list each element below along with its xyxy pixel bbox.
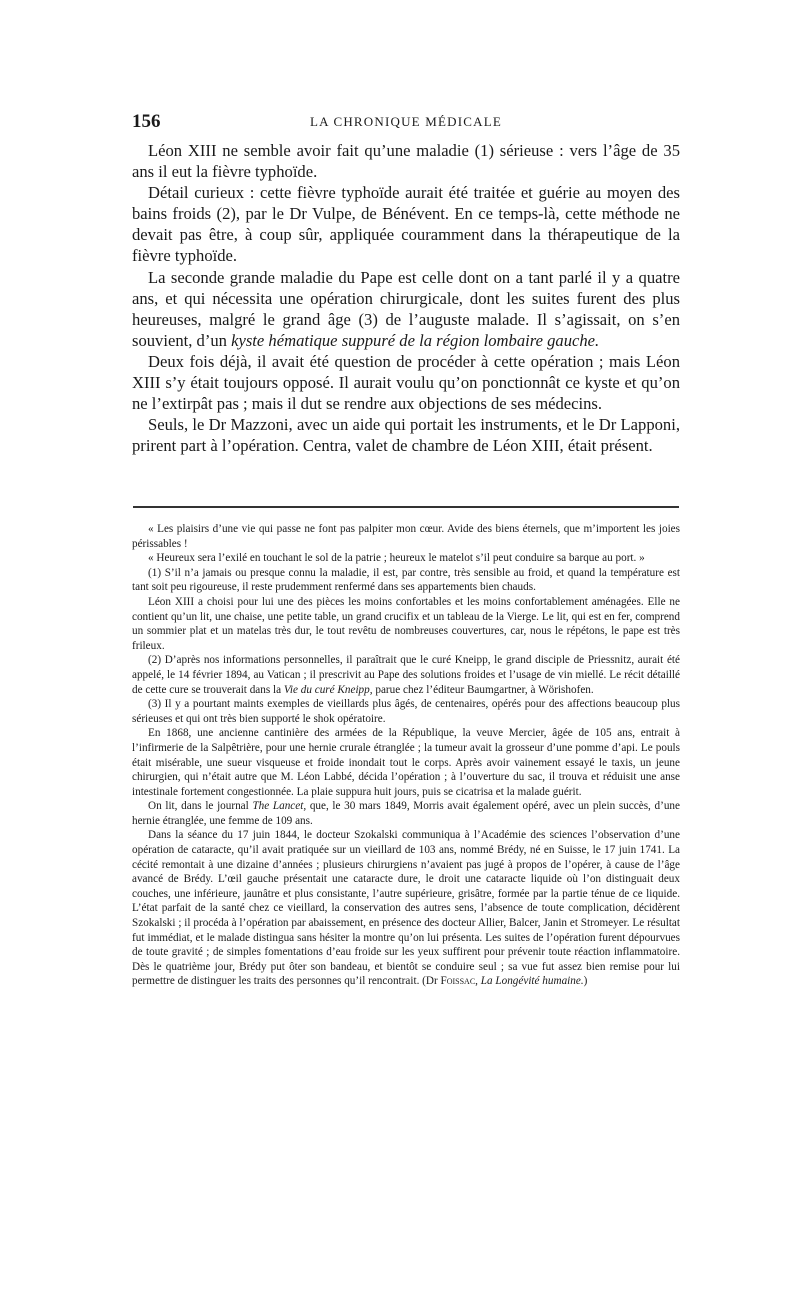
paragraph-1: Léon XIII ne semble avoir fait qu’une maladie (1) sérieuse : vers l’âge de 35 ans il eut la fièvre typhoïde. — [132, 141, 680, 182]
footnote-2-book-title: Vie du curé Kneipp, — [283, 683, 373, 696]
footnote-1-continued: Léon XIII a choisi pour lui une des pièces les moins confortables et les moins confortablement aménagées. Elle ne contient qu’un lit, une chaise, une petite table, un grand crucifix et un tableau de la Vierge. Le lit, qui est en fer, comprend un sommier plat et un matelas très dur, le tout revêtu de nombreuses couvertures, car, nous le répétons, le pape est très frileux. — [132, 595, 680, 652]
footnote-2-text: (2) D’après nos informations personnelles, il paraîtrait que le curé Kneipp, le grand disciple de Priessnitz, aurait été appelé, le 14 février 1894, au Vatican ; il prescrivit au Pape des solutions froides et l’usage de vin miellé. Le récit détaillé de cette cure se trouverait dans la — [132, 654, 680, 696]
page-number: 156 — [132, 111, 161, 132]
citation-close: ) — [583, 975, 588, 988]
footnote-3-example-3-text: Dans la séance du 17 juin 1844, le docteur Szokalski communiqua à l’Académie des sciences l’observation d’une opération de cataracte, qu’il avait pratiquée sur un vieillard de 103 ans, nommé Brédy, né en Suisse, le 17 juin 1741. La cécité remontait à une dizaine d’années ; plusieurs chirurgiens n’avaient pas jugé à propos de l’opérer, à cause de l’âge avancé de Brédy. L’œil gauche présentait une cataracte dure, le droit une cataracte liquide où l’on distinguait deux couches, une inférieure, jaunâtre et plus consistante, l’autre supérieure, grisâtre, formée par la partie ténue de ce liquide. L’état parfait de la santé chez ce vieillard, la conservation des autres sens, l’absence de toute complication, décidèrent Szokalski ; il procéda à l’opération par abaissement, en présence des docteur Allier, Balcer, Janin et Stromeyer. Le résultat fut immédiat, et le malade distingua sans hésiter la montre qu’on lui présenta. Les suites de l’opération furent dépourvues de toute gravité ; de simples fomentations d’eau froide sur les yeux suffirent pour prévenir toute réaction inflammatoire. Dès le quatrième jour, Brédy put ôter son bandeau, et bientôt se conduire seul ; sa vue fut assez bien remise pour lui permettre de distinguer les traits des personnes qu’il rencontrait. — [132, 829, 680, 988]
footnote-2 — [132, 653, 680, 697]
running-title: LA CHRONIQUE MÉDICALE — [309, 114, 503, 129]
paragraph-5: Seuls, le Dr Mazzoni, avec un aide qui portait les instruments, et le Dr Lapponi, prirent part à l’opération. Centra, valet de chambre de Léon XIII, était présent. — [132, 415, 680, 456]
footnotes — [132, 522, 680, 989]
footnote-separator — [133, 506, 679, 508]
paragraph-3-italic: kyste hématique suppuré de la région lombaire gauche. — [231, 330, 600, 350]
main-text — [132, 140, 680, 456]
citation-title: La Longévité humaine. — [480, 975, 584, 988]
journal-title: The Lancet, — [252, 800, 307, 813]
citation-open: (Dr — [422, 975, 438, 988]
paragraph-3 — [132, 267, 680, 351]
footnote-3-example-2-start: On lit, dans le journal — [148, 800, 249, 813]
footnote-3-example-3 — [132, 828, 680, 989]
footnote-1: (1) S’il n’a jamais ou presque connu la maladie, il est, par contre, très sensible au froid, et quand la température est tant soit peu rigoureuse, il reste prudemment renfermé dans ses appartements bien chauds. — [132, 566, 680, 594]
footnote-3: (3) Il y a pourtant maints exemples de vieillards plus âgés, de centenaires, opérés pour des affections beaucoup plus sérieuses et qui ont très bien supporté le shok opératoire. — [132, 698, 680, 725]
paragraph-3-text: La seconde grande maladie du Pape est celle dont on a tant parlé il y a quatre ans, et qui nécessita une opération chirurgicale, dont les suites furent des plus heureuses, malgré le grand âge (3) de l’auguste malade. Il s’agissait, on s’en souvient, d’un — [132, 267, 680, 350]
footnote-2-end: parue chez l’éditeur Baumgartner, à Wörishofen. — [375, 683, 594, 696]
footnote-3-example-2 — [132, 799, 680, 828]
page-header — [132, 110, 680, 134]
paragraph-4: Deux fois déjà, il avait été question de procéder à cette opération ; mais Léon XIII s’y était toujours opposé. Il aurait voulu qu’on ponctionnât ce kyste et qu’on ne l’extirpât pas ; mais il dut se rendre aux objections de ses médecins. — [132, 351, 680, 414]
quote-2: « Heureux sera l’exilé en touchant le sol de la patrie ; heureux le matelot s’il peut conduire sa barque au port. » — [148, 552, 645, 565]
quote-1: « Les plaisirs d’une vie qui passe ne font pas palpiter mon cœur. Avide des biens éternels, que m’importent les joies périssables ! — [132, 523, 680, 550]
footnote-3-example-2-end: que, le 30 mars 1849, Morris avait également opéré, avec un plein succès, d’une hernie étranglée, une femme de 109 ans. — [132, 800, 680, 827]
citation-author: Foissac, — [440, 975, 478, 988]
paragraph-2: Détail curieux : cette fièvre typhoïde aurait été traitée et guérie au moyen des bains froids (2), par le Dr Vulpe, de Bénévent. En ce temps-là, cette méthode ne devait pas être, à coup sûr, appliquée couramment dans la thérapeutique de la fièvre typhoïde. — [132, 183, 680, 266]
footnote-3-example-1: En 1868, une ancienne cantinière des armées de la République, la veuve Mercier, âgée de 105 ans, entrait à l’infirmerie de la Salpêtrière, pour une hernie crurale étranglée ; la tumeur avait la grosseur d’une pomme d’api. Le pouls était misérable, une sueur visqueuse et froide inondait tout le corps. Après avoir vainement essayé le taxis, un jeune chirurgien, qui n’était autre que M. Léon Labbé, décida l’opération ; à l’ouverture du sac, il trouva et réduisit une anse intestinale fortement congestionnée. La plaie suppura huit jours, puis se cicatrisa et la malade guérit. — [132, 727, 680, 798]
